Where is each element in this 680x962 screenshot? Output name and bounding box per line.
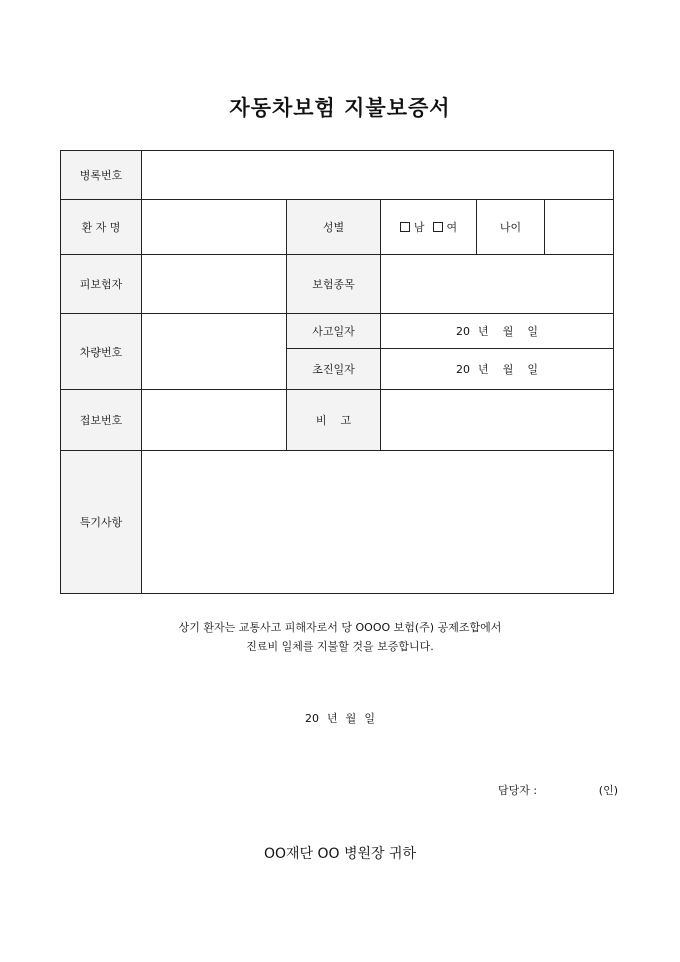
row-special-notes [61,451,614,594]
row-registration-number [61,151,614,200]
female-option-label: 여 [446,221,458,234]
treatment-date-prefix: 20 [456,363,471,376]
gender-options [381,200,477,255]
age-label: 나이 [477,200,545,255]
signature-label: 담당자 : [498,784,538,797]
issue-day-unit: 일 [364,712,375,725]
treatment-day-unit: 일 [527,363,538,376]
accident-year-unit: 년 [478,325,489,338]
row-accident-date [61,314,614,349]
patient-name-label: 환 자 명 [61,200,142,255]
insured-field[interactable] [142,255,287,314]
vehicle-no-field[interactable] [142,314,287,390]
male-option-label: 남 [413,221,425,234]
issue-date-prefix: 20 [305,712,320,725]
accident-date-prefix: 20 [456,325,471,338]
remarks-label: 비 고 [287,390,381,451]
special-notes-field[interactable] [142,451,614,594]
guarantee-form-table [60,150,614,594]
document-title: 자동차보험 지불보증서 [229,96,451,120]
accident-date-label: 사고일자 [287,314,381,349]
recipient-line: OO재단 OO 병원장 귀하 [263,846,417,862]
seal-mark: (인) [598,784,618,797]
patient-name-field[interactable] [142,200,287,255]
issue-month-unit: 월 [345,712,357,725]
female-checkbox[interactable] [433,222,443,232]
insured-label: 피보험자 [61,255,142,314]
reg-no-field[interactable] [142,151,614,200]
accident-day-unit: 일 [527,325,538,338]
remarks-field[interactable] [381,390,614,451]
insurance-type-label: 보험종목 [287,255,381,314]
receipt-no-label: 접보번호 [61,390,142,451]
gender-label: 성별 [287,200,381,255]
statement-line-1: 상기 환자는 교통사고 피해자로서 당 OOOO 보험(주) 공제조합에서 [178,621,502,634]
special-notes-label: 특기사항 [61,451,142,594]
statement-line-2: 진료비 일체를 지불할 것을 보증합니다. [246,640,434,653]
reg-no-label: 병록번호 [61,151,142,200]
receipt-no-field[interactable] [142,390,287,451]
treatment-month-unit: 월 [502,363,514,376]
row-receipt [61,390,614,451]
signature-line [498,782,618,798]
male-checkbox[interactable] [400,222,410,232]
accident-date-field[interactable] [381,314,614,349]
vehicle-no-label: 차량번호 [61,314,142,390]
accident-month-unit: 월 [502,325,514,338]
treatment-date-label: 초진일자 [287,349,381,390]
issue-date [0,710,680,726]
age-field[interactable] [545,200,614,255]
row-insured [61,255,614,314]
insurance-type-field[interactable] [381,255,614,314]
issue-year-unit: 년 [327,712,338,725]
treatment-date-field[interactable] [381,349,614,390]
treatment-year-unit: 년 [478,363,489,376]
row-patient [61,200,614,255]
